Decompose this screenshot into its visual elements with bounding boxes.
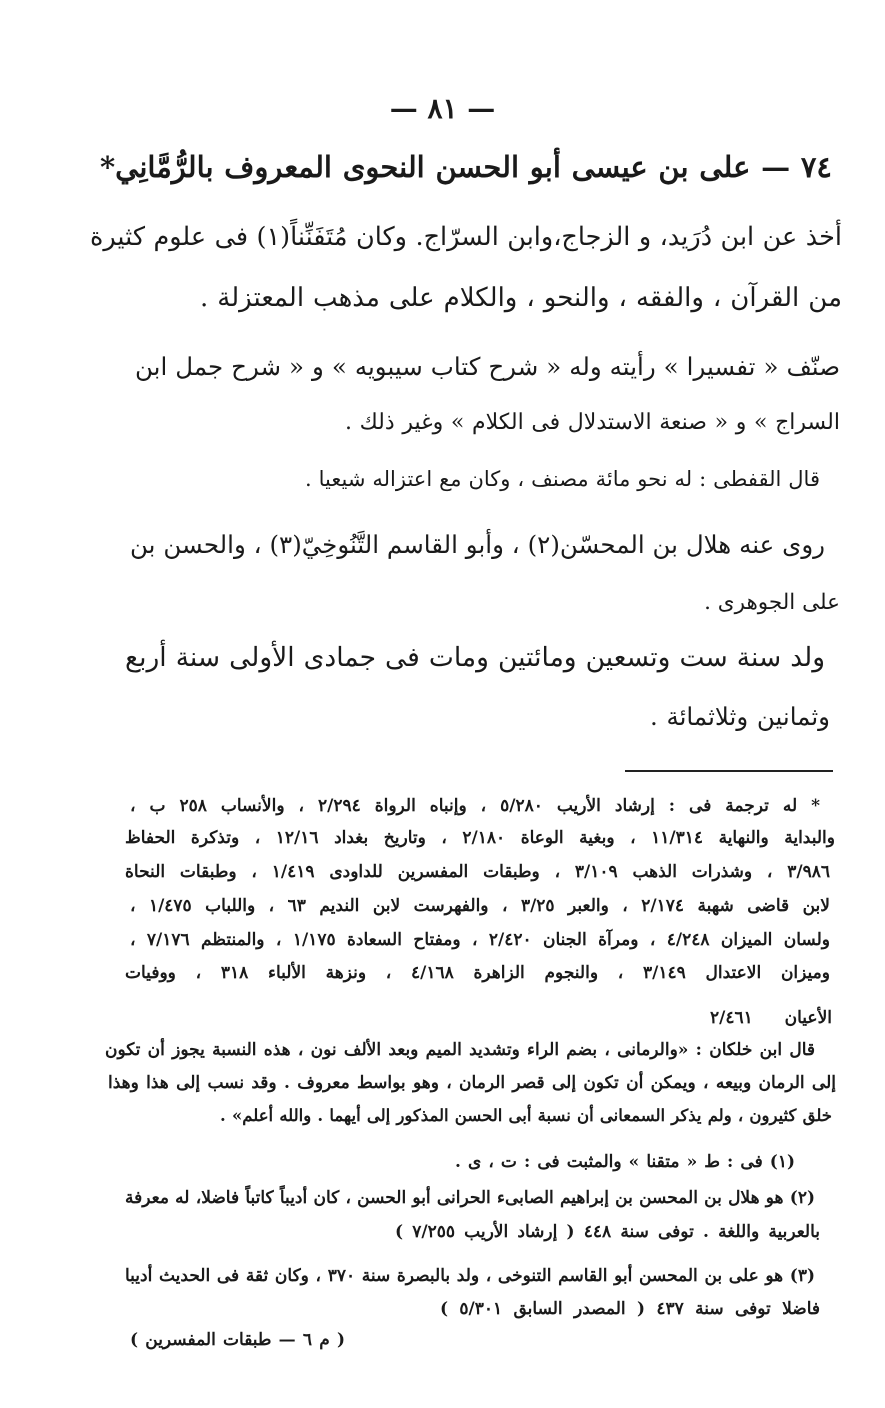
footnote-line: (١) فى : ط « متقنا » والمثبت فى : ت ، ى .: [455, 1152, 795, 1172]
main-text-line: أخذ عن ابن دُرَيد، و الزجاج،وابن السرّاج. وكان مُتَفَنِّناً(١) فى علوم كثيرة: [90, 222, 842, 252]
main-text-line: من القرآن ، والفقه ، والنحو ، والكلام على مذهب المعتزلة .: [200, 283, 842, 313]
entry-heading: ٧٤ — على بن عيسى أبو الحسن النحوى المعروف بالرُّمَّانِي*: [100, 150, 832, 184]
footnote-line: إلى الرمان وبيعه ، ويمكن أن تكون إلى قصر الرمان ، وهو بواسط معروف . وقد نسب إلى هذا وهذا: [108, 1073, 836, 1093]
footnote-line: * له ترجمة فى : إرشاد الأريب ٥/٢٨٠ ، وإنباه الرواة ٢/٢٩٤ ، والأنساب ٢٥٨ ب ،: [130, 796, 821, 816]
footnote-divider: [625, 770, 833, 772]
footnote-line: لابن قاضى شهبة ٢/١٧٤ ، والعبر ٣/٢٥ ، والفهرست لابن النديم ٦٣ ، واللباب ١/٤٧٥ ،: [130, 896, 830, 916]
main-text-line: السراج » و « صنعة الاستدلال فى الكلام » وغير ذلك .: [345, 410, 840, 435]
footnote-line: فاضلا توفى سنة ٤٣٧ ( المصدر السابق ٥/٣٠١ ): [440, 1299, 820, 1319]
footnote-line: ٣/٩٨٦ ، وشذرات الذهب ٣/١٠٩ ، وطبقات المفسرين للداودى ١/٤١٩ ، وطبقات النحاة: [125, 862, 830, 882]
main-text-line: قال القفطى : له نحو مائة مصنف ، وكان مع اعتزاله شيعيا .: [305, 467, 820, 491]
footnote-line: بالعربية واللغة . توفى سنة ٤٤٨ ( إرشاد الأريب ٧/٢٥٥ ): [395, 1222, 820, 1242]
footnote-line: (٢) هو هلال بن المحسن بن إبراهيم الصابىء الحرانى أبو الحسن ، كان أديباً كاتباً فاضلا، له معرفة: [125, 1188, 815, 1208]
signature-mark: ( م ٦ — طبقات المفسرين ): [130, 1330, 345, 1350]
main-text-line: روى عنه هلال بن المحسّن(٢) ، وأبو القاسم التَّنُوخِيّ(٣) ، والحسن بن: [130, 530, 825, 559]
main-text-line: ولد سنة ست وتسعين ومائتين ومات فى جمادى الأولى سنة أربع: [125, 642, 825, 673]
footnote-line: الأعيان ٢/٤٦١: [710, 1008, 832, 1028]
footnote-line: ولسان الميزان ٤/٢٤٨ ، ومرآة الجنان ٢/٤٢٠ ، ومفتاح السعادة ١/١٧٥ ، والمنتظم ٧/١٧٦ ،: [130, 930, 830, 950]
footnote-line: خلق كثيرون ، ولم يذكر السمعانى أن نسبة أبى الحسن المذكور إلى أيهما . والله أعلم» .: [220, 1106, 832, 1125]
page-number: — ٨١ —: [389, 92, 496, 125]
footnote-line: وميزان الاعتدال ٣/١٤٩ ، والنجوم الزاهرة ٤/١٦٨ ، ونزهة الألباء ٣١٨ ، ووفيات: [125, 963, 830, 983]
main-text-line: وثمانين وثلاثمائة .: [650, 702, 830, 731]
main-text-line: صنّف « تفسيرا » رأيته وله « شرح كتاب سيبويه » و « شرح جمل ابن: [135, 352, 840, 381]
footnote-line: والبداية والنهاية ١١/٣١٤ ، وبغية الوعاة ٢/١٨٠ ، وتاريخ بغداد ١٢/١٦ ، وتذكرة الحفاظ: [125, 828, 835, 848]
main-text-line: على الجوهرى .: [704, 590, 840, 615]
footnote-line: (٣) هو على بن المحسن أبو القاسم التنوخى ، ولد بالبصرة سنة ٣٧٠ ، وكان ثقة فى الحديث أديبا: [125, 1266, 815, 1286]
footnote-line: قال ابن خلكان : «والرمانى ، بضم الراء وتشديد الميم وبعد الألف نون ، هذه النسبة يجوز أن تكون: [105, 1040, 815, 1060]
